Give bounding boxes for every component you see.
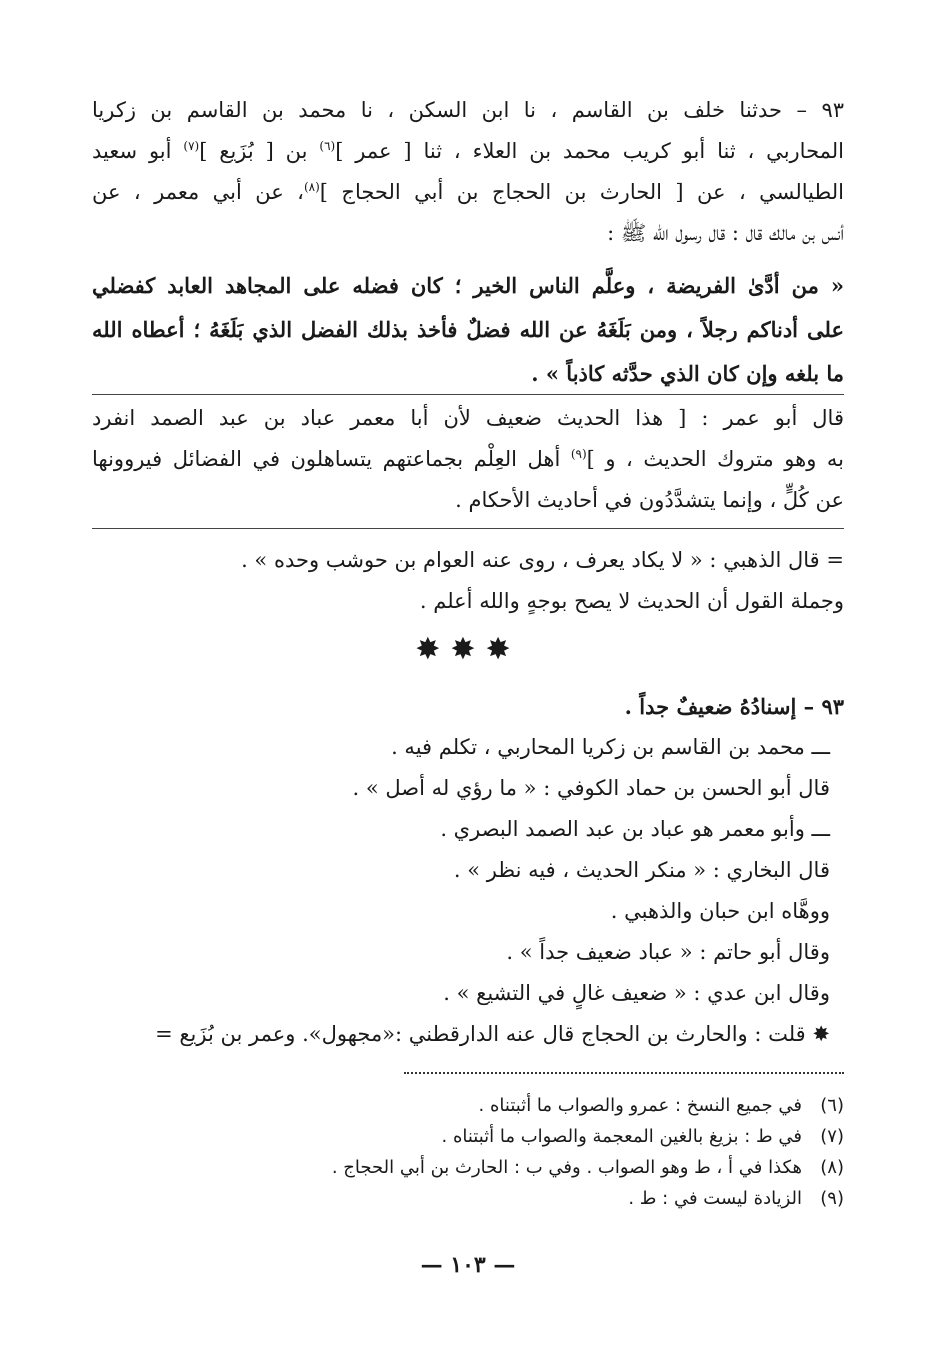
abu-umar-line-2-b: أهل العِلْم بجماعتهم يتساهلون في الفضائل فيروونها (92, 447, 571, 471)
commentary-line-6: وقال أبو حاتم : « عباد ضعيف جداً » . (506, 940, 830, 964)
footnote-9-text: الزيادة ليست في : ط . (628, 1188, 802, 1209)
matn-line-1: « من أدَّىٰ الفريضة ، وعلَّم الناس الخير ؛ كان فضله على المجاهد العابد كفضلي (92, 273, 844, 298)
commentary-title: ٩٣ – إسنادُهُ ضعيفٌ جداً . (624, 694, 844, 719)
footnote-8-text: هكذا في أ ، ط وهو الصواب . وفي ب : الحارث بن أبي الحجاج . (331, 1157, 802, 1178)
commentary-line-7: وقال ابن عدي : « ضعيف غالٍ في التشيع » . (443, 981, 830, 1005)
commentary-line-1: ـــ محمد بن القاسم بن زكريا المحاربي ، تكلم فيه . (391, 735, 830, 759)
commentary-line-3: ـــ وأبو معمر هو عباد بن عبد الصمد البصري . (440, 817, 830, 841)
continued-note (92, 540, 844, 622)
isnad-line-2-b: بن [ بُزَيع ] (199, 139, 320, 163)
footnote-ref-9: (٩) (570, 447, 587, 461)
footnote-8 (84, 1152, 844, 1183)
footnote-separator (404, 1072, 844, 1074)
isnad-line-1: ٩٣ – حدثنا خلف بن القاسم ، نا ابن السكن ، نا محمد بن القاسم بن زكريا (92, 98, 844, 122)
note-line-1: = قال الذهبي : « لا يكاد يعرف ، روى عنه العوام بن حوشب وحده » . (241, 548, 844, 572)
isnad-line-3-b: ، عن أبي معمر ، عن (92, 180, 304, 204)
isnad-line-2 (92, 131, 844, 172)
footnote-9 (84, 1183, 844, 1214)
footnote-6-text: في جميع النسخ : عمرو والصواب ما أثبتناه . (478, 1095, 802, 1116)
isnad-line-2-a: المحاربي ، ثنا أبو كريب محمد بن العلاء ، ثنا [ عمر ] (335, 139, 845, 163)
abu-umar-line-2 (92, 439, 844, 480)
isnad-line-2-c: أبو سعيد (92, 139, 184, 163)
footnote-8-num: (٨) (820, 1157, 844, 1178)
isnad-line-3-a: الطيالسي ، عن [ الحارث بن الحجاج بن أبي الحجاج ] (319, 180, 844, 204)
footnotes (84, 1090, 844, 1214)
commentary-line-5: ووهَّاه ابن حبان والذهبي . (610, 899, 830, 923)
matn-line-3: ما بلغه وإن كان الذي حدَّثه كاذباً » . (531, 361, 844, 386)
isnad-line-4: أنس بن مالك قال : قال رسول الله ﷺ : (607, 221, 844, 245)
footnote-7-num: (٧) (820, 1126, 844, 1147)
footnote-6 (84, 1090, 844, 1121)
footnote-9-num: (٩) (820, 1188, 844, 1209)
footnote-ref-8: (٨) (303, 180, 320, 194)
abu-umar-line-3: عن كُلٍّ ، وإنما يتشدَّدُون في أحاديث الأحكام . (455, 488, 844, 512)
commentary-line-4: قال البخاري : « منكر الحديث ، فيه نظر » . (453, 858, 830, 882)
abu-umar-line-1: قال أبو عمر : [ هذا الحديث ضعيف لأن أبا معمر عباد بن عبد الصمد انفرد (92, 406, 844, 430)
section-rule (92, 528, 844, 529)
divider-rule (92, 394, 844, 395)
hadith-matn (92, 264, 844, 396)
hadith-isnad (92, 90, 844, 254)
commentary-final: ✸ قلت : والحارث بن الحجاج قال عنه الدارقطني :«مجهول». وعمر بن بُزَيع = (155, 1022, 830, 1046)
footnote-7 (84, 1121, 844, 1152)
footnote-ref-6: (٦) (319, 139, 336, 153)
abu-umar-line-2-a: به وهو متروك الحديث ، و ] (586, 447, 844, 471)
footnote-ref-7: (٧) (183, 139, 200, 153)
star-separator: ✸✸✸ (415, 632, 521, 667)
note-line-2: وجملة القول أن الحديث لا يصح بوجهٍ والله أعلم . (419, 589, 844, 613)
isnad-line-3 (92, 172, 844, 213)
commentary-line-2: قال أبو الحسن بن حماد الكوفي : « ما رؤي له أصل » . (352, 776, 830, 800)
page-number: — ١٠٣ — (420, 1252, 516, 1278)
commentary (92, 686, 844, 1055)
footnote-6-num: (٦) (820, 1095, 844, 1116)
matn-line-2: على أدناكم رجلاً ، ومن بَلَغَهُ عن الله فضلٌ فأخذ بذلك الفضل الذي بَلَغَهُ ؛ أعطاه الله (92, 317, 844, 342)
footnote-7-text: في ط : بزيغ بالغين المعجمة والصواب ما أثبتناه . (441, 1126, 802, 1147)
abu-umar-comment (92, 398, 844, 521)
